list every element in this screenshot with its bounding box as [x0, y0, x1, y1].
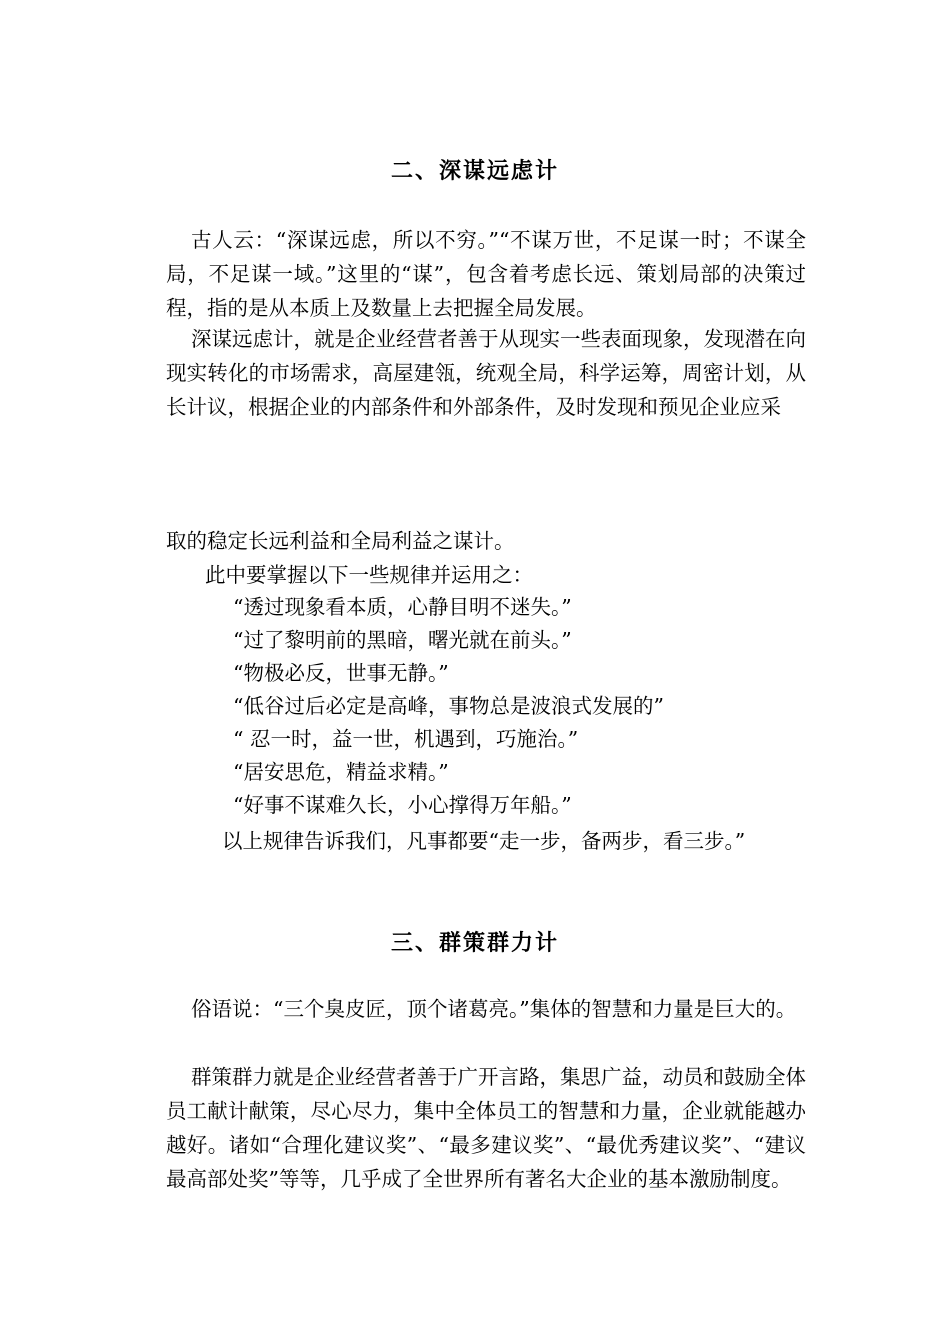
section-3-paragraph-1: 俗语说：“三个臭皮匠，顶个诸葛亮。”集体的智慧和力量是巨大的。	[191, 997, 797, 1021]
section-2-paragraph-2: 深谋远虑计，就是企业经营者善于从现实一些表面现象，发现潜在向现实转化的市场需求，高屋建瓴，统观全局，科学运筹，周密计划，从长计议，根据企业的内部条件和外部条件，及时发现和预见企业应采	[166, 327, 806, 419]
quote-line: “低谷过后必定是高峰，事物总是波浪式发展的”	[233, 694, 664, 718]
quote-line: “物极必反，世事无静。”	[233, 661, 449, 685]
section-2-paragraph-1: 古人云：“深谋远虑，所以不穷。”“不谋万世，不足谋一时；不谋全局，不足谋一域。”这里的“谋”，包含着考虑长远、策划局部的决策过程，指的是从本质上及数量上去把握全局发展。	[166, 228, 806, 320]
section-2-paragraph-2-continued: 取的稳定长远利益和全局利益之谋计。	[166, 529, 515, 553]
section-2-heading: 二、深谋远虑计	[390, 158, 559, 184]
section-3-heading: 三、群策群力计	[390, 930, 559, 956]
section-2-rules-intro: 此中要掌握以下一些规律并运用之：	[205, 563, 533, 587]
quote-line: “过了黎明前的黑暗，曙光就在前头。”	[233, 628, 572, 652]
quote-line: “ 忍一时，益一世，机遇到，巧施治。”	[233, 727, 579, 751]
section-2-summary: 以上规律告诉我们，凡事都要“走一步，备两步，看三步。”	[222, 829, 746, 853]
section-3-paragraph-2: 群策群力就是企业经营者善于广开言路，集思广益，动员和鼓励全体员工献计献策，尽心尽力，集中全体员工的智慧和力量，企业就能越办越好。诸如“合理化建议奖”、“最多建议奖”、“最优秀建议奖”、“建议最高部处奖”等等，几乎成了全世界所有著名大企业的基本激励制度。	[166, 1065, 806, 1191]
quote-line: “透过现象看本质，心静目明不迷失。”	[233, 595, 572, 619]
quote-line: “好事不谋难久长，小心撑得万年船。”	[233, 793, 572, 817]
quote-line: “居安思危，精益求精。”	[233, 760, 449, 784]
